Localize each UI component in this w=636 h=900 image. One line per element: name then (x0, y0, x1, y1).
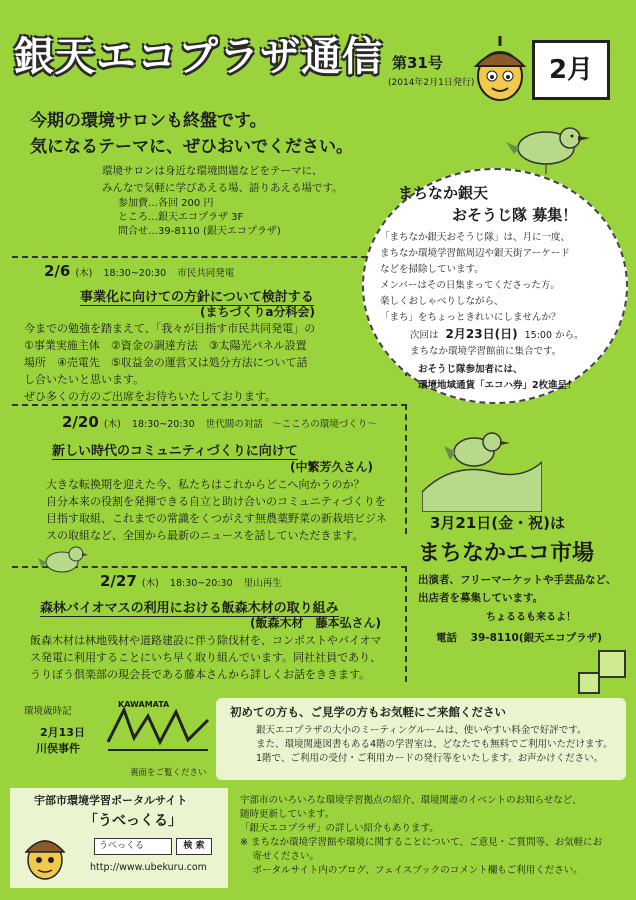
event-2-title: 新しい時代のコミュニティづくりに向けて (52, 440, 298, 460)
welcome-body: 銀天エコプラザの大小のミーティングルームは、使いやすい料金で好評です。 また、環境関連図書もある4階の学習室は、どなたでも無料でご利用いただけます。 1階で、ご利用の受付・ご利用カードの発行等をいたします。お声かけください。 (256, 725, 613, 764)
bird-icon (506, 118, 596, 178)
event-1-header: 2/6 (木) 18:30~20:30 市民共同発電 (44, 262, 235, 280)
welcome-title: 初めての方も、ご見学の方もお気軽にご来館ください (230, 705, 506, 719)
cube-icon (578, 672, 600, 694)
salon-info: 参加費…各回 200 円 ところ…銀天エコプラザ 3F 問合せ…39-8110 (銀天エコプラザ) (118, 198, 281, 237)
market-date: 3月21日(金・祝)は (430, 514, 566, 532)
cleanup-meeting: まちなか環境学習館前に集合です。 (410, 346, 562, 357)
cleanup-reward: おそうじ隊参加者には、 環境地域通貨「エコハ券」2枚進呈！ (418, 364, 577, 391)
market-title: まちなかエコ市場 (418, 541, 595, 566)
lead-line-2: 気になるテーマに、ぜひおいでください。 (30, 137, 353, 157)
issue-number: 第31号 (392, 54, 443, 72)
chronicle-label: 環境歳時記 (24, 706, 72, 717)
event-2-body: 大きな転換期を迎えた今、私たちはこれからどこへ向かうのか？ 自分本来の役割を発揮できる自立と助け合いのコミュニティづくりを 目指す取組、これまでの常識をくつがえす無農薬野菜の新栽培ビジネ スの取組など、全国から最新のニュースを話していただきます。 (46, 478, 387, 542)
event-1-body: 今までの勉強を踏まえて、「我々が目指す市民共同発電」の ①事業実施主体 ②資金の調達方法 ③太陽光パネル設置 場所 ④売電先 ⑤収益金の運営又は処分方法について話 し合いたいと思います。 ぜひ多くの方のご出席をお待ちいたしております。 (24, 322, 316, 403)
market-line-1: 出演者、フリーマーケットや手芸品など、 (418, 574, 617, 586)
chronicle-date: 2月13日 (40, 726, 85, 739)
acorn-mascot-icon (20, 826, 70, 882)
event-3-subtitle: (飯森木材 藤本弘さん) (250, 616, 381, 630)
portal-name: 「うべっくる」 (84, 813, 182, 829)
cube-icon (598, 650, 626, 678)
bird-icon (38, 540, 88, 580)
market-line-2: 出店者を募集しています。 (418, 592, 544, 604)
acorn-mascot-icon (468, 32, 532, 104)
cleanup-title-1: まちなか銀天 (398, 184, 489, 202)
event-3-title: 森林バイオマスの利用における飯森木材の取り組み (40, 597, 339, 617)
event-1-title: 事業化に向けての方針について検討する (80, 286, 314, 306)
tree-bird-icon (422, 422, 542, 512)
portal-search-button[interactable]: 検 索 (176, 838, 212, 855)
salon-intro: 環境サロンは身近な環境問題などをテーマに、 みんなで気軽に学びあえる場、語りあえる場です。 (102, 165, 343, 194)
portal-heading: 宇部市環境学習ポータルサイト (34, 794, 188, 807)
event-1-subtitle: (まちづくりa分科会) (200, 305, 315, 319)
cleanup-title-2: おそうじ隊 募集！ (452, 206, 578, 224)
portal-description: 宇部市のいろいろな環境学習拠点の紹介、環境関連のイベントのお知らせなど、 随時更新しています。 「銀天エコプラザ」の詳しい紹介もあります。 ※ まちなか環境学習館や環境に関することについて、ご意見・ご質問等、お気軽にお 寄せください。 ポータルサイト内のブログ、フェイスブックのコメント欄もご利用ください。 (240, 795, 603, 876)
chronicle-stamp: KAWAMATA (118, 700, 170, 709)
portal-url[interactable]: http://www.ubekuru.com (90, 862, 207, 873)
chronicle-event: 川俣事件 (36, 742, 80, 755)
event-2-subtitle: (中繁芳久さん) (290, 460, 373, 474)
lead-line-1: 今期の環境サロンも終盤です。 (30, 111, 267, 131)
cleanup-description: 「まちなか銀天おそうじ隊」は、月に一度、 まちなか環境学習館周辺や銀天街アーケード などを掃除しています。 メンバーはその日集まってくださった方。 楽しくおしゃべりしながら、 「まち」をちょっときれいにしませんか？ (380, 232, 571, 323)
event-3-header: 2/27 (木) 18:30~20:30 里山再生 (100, 572, 282, 590)
market-phone: 電話 39-8110(銀天エコプラザ) (436, 632, 602, 644)
event-3-body: 飯森木材は林地残材や道路建設に伴う除伐材を、コンポストやバイオマ ス発電に利用することにいち早く取り組んでいます。同社社員であり、 うりぼう倶楽部の現会長である藤本さんから詳しくお話をききます。 (30, 634, 382, 681)
issue-date: (2014年2月1日発行) (388, 78, 475, 88)
event-2-header: 2/20 (木) 18:30~20:30 世代間の対話 ～こころの環境づくり～ (62, 413, 377, 431)
month-badge: 2月 (532, 40, 610, 100)
portal-search-input[interactable]: うべっくる (94, 838, 172, 855)
market-line-3: ちょるるも来るよ！ (486, 612, 576, 623)
cleanup-next: 次回は 2月23日(日) 15:00 から。 (410, 327, 584, 341)
newsletter-title: 銀天エコプラザ通信 (14, 34, 383, 80)
kawamata-illustration-icon (104, 702, 214, 762)
chronicle-note: 裏面をご覧ください (130, 768, 207, 778)
